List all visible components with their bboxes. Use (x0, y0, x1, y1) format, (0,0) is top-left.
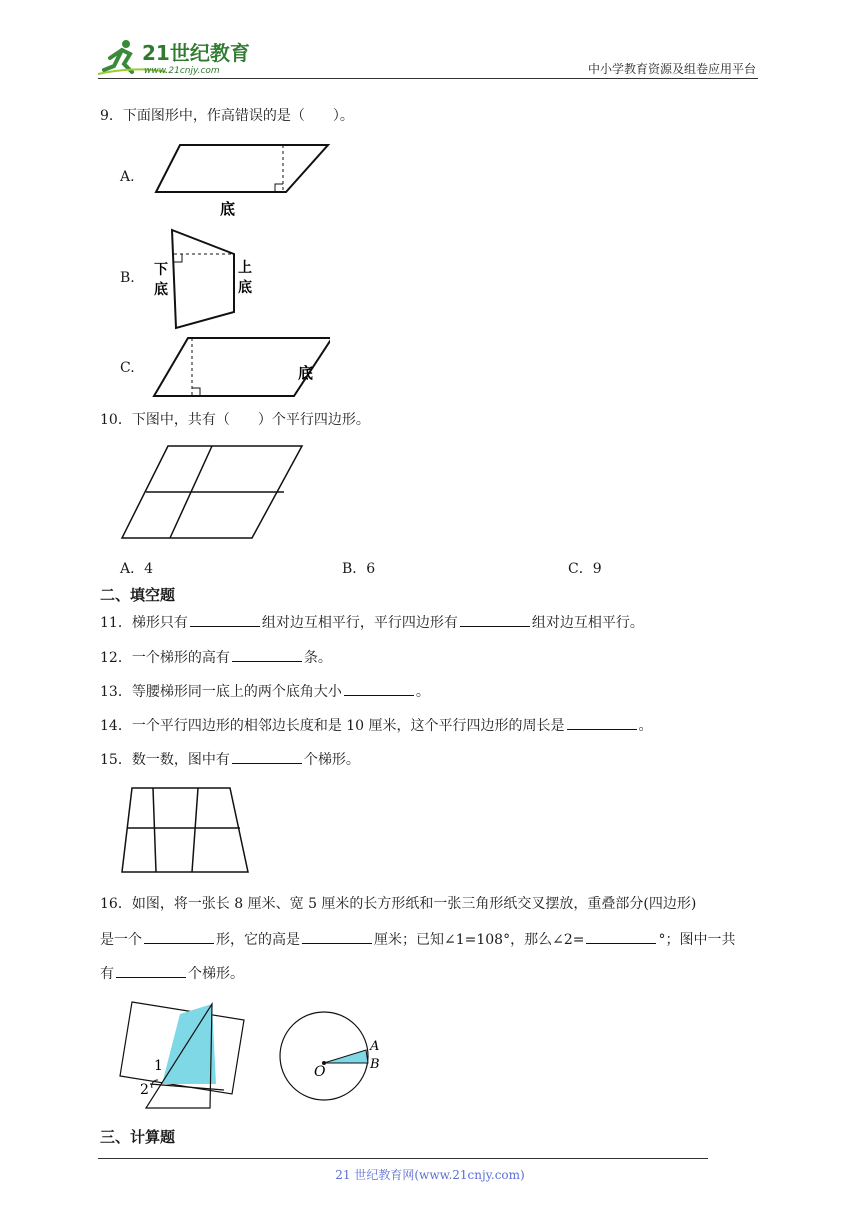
site-logo (96, 36, 266, 78)
answer-blank[interactable] (232, 647, 302, 662)
question-11: 11．梯形只有 组对边互相平行，平行四边形有 组对边互相平行。 (100, 612, 644, 633)
header-divider (98, 78, 758, 79)
svg-text:底: 底 (220, 200, 236, 218)
question-16-line1: 16．如图，将一张长 8 厘米、宽 5 厘米的长方形纸和一张三角形纸交叉摆放，重叠部分(四边形) (100, 896, 697, 912)
answer-blank[interactable] (190, 612, 260, 627)
svg-text:B: B (370, 1057, 380, 1072)
question-16-line2: 是一个 形，它的高是 厘米；已知∠1=108°，那么∠2= °；图中一共 (100, 929, 735, 950)
question-12: 12．一个梯形的高有 条。 (100, 647, 332, 668)
q9-option-a-label: A. (120, 169, 135, 185)
answer-blank[interactable] (567, 715, 637, 730)
section-2-heading: 二、填空题 (100, 586, 176, 604)
q9-figure-b (150, 226, 270, 332)
footer-text[interactable]: 21 世纪教育网(www.21cnjy.com) (335, 1168, 525, 1182)
svg-text:底: 底 (298, 364, 314, 382)
svg-text:下: 下 (154, 262, 168, 278)
svg-text:www.21cnjy.com: www.21cnjy.com (144, 66, 220, 76)
answer-blank[interactable] (116, 963, 186, 978)
answer-blank[interactable] (344, 681, 414, 696)
svg-text:21世纪教育: 21世纪教育 (142, 41, 250, 65)
q10-option-b: B．6 (342, 561, 376, 577)
q9-option-b-label: B. (120, 270, 135, 286)
q10-figure (120, 444, 310, 542)
answer-blank[interactable] (460, 612, 530, 627)
svg-text:1: 1 (154, 1058, 163, 1074)
q9-figure-c (150, 334, 330, 402)
svg-text:2: 2 (140, 1082, 149, 1098)
question-10-text: 10．下图中，共有（ ）个平行四边形。 (100, 412, 370, 428)
answer-blank[interactable] (302, 929, 372, 944)
q16-circle-figure (278, 1010, 388, 1104)
header-platform-text: 中小学教育资源及组卷应用平台 (587, 62, 756, 76)
q9-figure-a (150, 140, 340, 220)
q16-rectangle-triangle-figure (118, 1000, 258, 1112)
svg-text:底: 底 (238, 280, 252, 296)
q10-option-c: C．9 (568, 561, 602, 577)
question-15: 15．数一数，图中有 个梯形。 (100, 749, 360, 770)
question-13: 13．等腰梯形同一底上的两个底角大小 。 (100, 681, 430, 702)
q15-trapezoid-figure (120, 786, 252, 876)
answer-blank[interactable] (232, 749, 302, 764)
svg-text:底: 底 (154, 282, 168, 298)
section-3-heading: 三、计算题 (100, 1128, 176, 1146)
svg-text:A: A (370, 1039, 380, 1054)
footer-divider (98, 1158, 708, 1159)
svg-text:O: O (314, 1064, 326, 1080)
question-9-text: 9．下面图形中，作高错误的是（ ）。 (100, 108, 354, 124)
question-16-line3: 有 个梯形。 (100, 963, 244, 984)
answer-blank[interactable] (144, 929, 214, 944)
answer-blank[interactable] (586, 929, 656, 944)
q9-option-c-label: C. (120, 360, 135, 376)
q10-option-a: A．4 (120, 561, 154, 577)
svg-text:上: 上 (238, 260, 252, 276)
question-14: 14．一个平行四边形的相邻边长度和是 10 厘米，这个平行四边形的周长是 。 (100, 715, 653, 736)
